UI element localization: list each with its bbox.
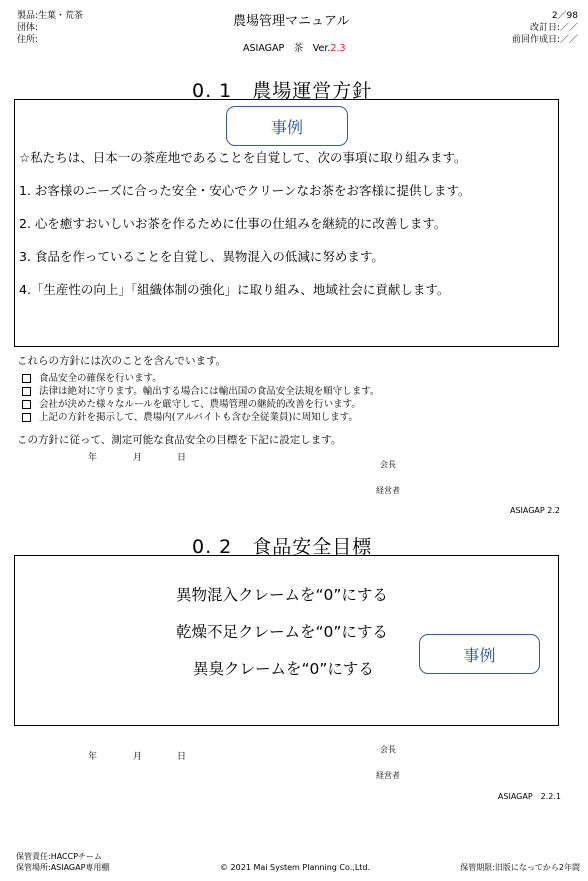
goal-foreign-matter: 異物混入クレームを“0”にする [176,586,388,604]
checkbox-icon [22,413,31,422]
date-month: 月 [133,752,143,762]
date-month: 月 [133,453,143,463]
previous-date: 前回作成日:／／ [511,35,578,45]
policy-item-2: 2. 心を癒すおいしいお茶を作るために仕事の仕組みを継続的に改善します。 [19,216,447,231]
document-subtitle [243,40,346,54]
checkbox-icon [22,400,31,409]
checklist-item [22,412,358,423]
checklist-text: 法律は絶対に守ります。輸出する場合には輸出国の食品安全法規を順守します。 [39,386,380,397]
checklist-item [22,373,162,384]
policy-item-1: 1. お客様のニーズに合った安全・安心でクリーンなお茶をお客様に提供します。 [19,183,471,198]
asiagap-reference: ASIAGAP 2.2 [509,506,560,515]
date-day: 日 [177,752,187,762]
document-title: 農場管理マニュアル [233,14,350,29]
policy-item-3: 3. 食品を作っていることを自覚し、異物混入の低減に努めます。 [19,249,384,264]
subtitle-prefix: ASIAGAP 茶 Ver. [243,43,331,54]
policy-item-4: 4.「生産性の向上」「組織体制の強化」に取り組み、地域社会に貢献します。 [19,282,450,297]
footer-responsible: 保管責任:HACCPチーム [16,852,103,861]
checklist-text: 食品安全の確保を行います。 [39,373,162,384]
checkbox-icon [22,374,31,383]
revision-date: 改訂日:／／ [529,23,578,33]
header-group: 団体: [17,23,39,33]
example-button-goals[interactable]: 事例 [419,634,540,674]
header-product: 製品:生葉・荒茶 [17,11,84,21]
footer-retention: 保管期限:旧版になってから2年間 [460,863,580,872]
sign-manager: 経営者 [376,771,400,780]
date-year: 年 [88,752,98,762]
checklist-item [22,386,379,397]
goal-intro: この方針に従って、測定可能な食品安全の目標を下記に設定します。 [17,434,342,446]
section1-title: 0. 1 農場運営方針 [192,80,373,102]
goal-drying: 乾燥不足クレームを“0”にする [176,623,388,641]
date-day: 日 [177,453,187,463]
page-number: 2／98 [551,11,578,21]
version-number: 2.3 [330,43,346,54]
footer-location: 保管場所:ASIAGAP専用棚 [16,863,110,872]
goal-odor: 異臭クレームを“0”にする [193,660,374,678]
date-year: 年 [88,453,98,463]
sign-manager: 経営者 [376,486,400,495]
checklist-text: 会社が決めた様々なルールを厳守して、農場管理の継続的改善を行います。 [39,399,361,410]
footer-copyright: © 2021 Mai System Planning Co.,Ltd. [220,863,371,872]
checklist-text: 上記の方針を掲示して、農場内(アルバイトも含む全従業員)に周知します。 [39,412,358,423]
sign-chairman: 会長 [380,460,396,469]
header-address: 住所: [17,35,39,45]
checkbox-icon [22,387,31,396]
checklist-item [22,399,361,410]
example-button-policy[interactable]: 事例 [226,106,348,146]
policy-lead: ☆私たちは、日本一の茶産地であることを自覚して、次の事項に取り組みます。 [19,150,467,165]
sign-chairman: 会長 [380,745,396,754]
asiagap-reference: ASIAGAP 2.2.1 [497,792,561,801]
section2-title: 0. 2 食品安全目標 [192,536,373,558]
includes-intro: これらの方針には次のことを含んでいます。 [17,355,227,367]
